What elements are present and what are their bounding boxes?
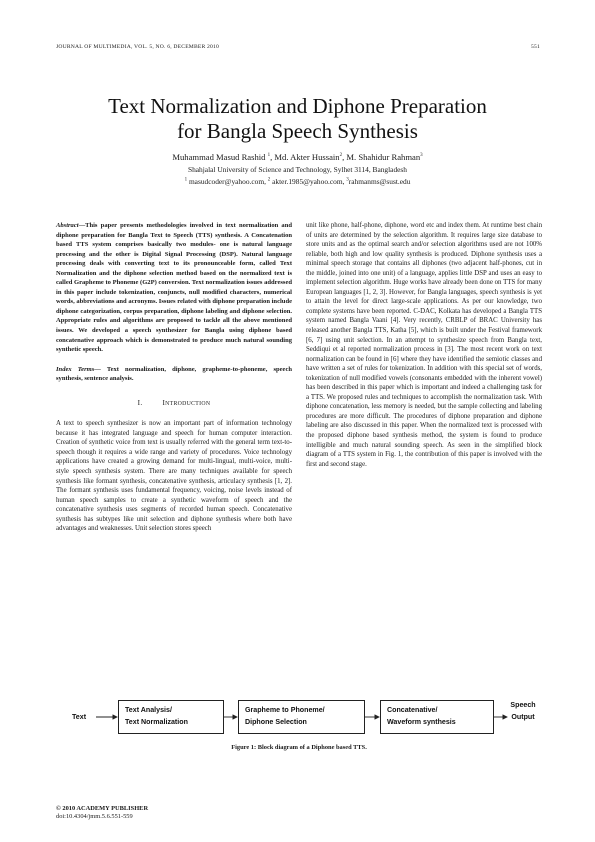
author-2: Md. Akter Hussain — [274, 152, 340, 162]
index-terms — [56, 365, 292, 384]
title-line-1: Text Normalization and Diphone Preparation — [108, 94, 487, 118]
text-normalization-block — [118, 700, 224, 734]
intro-paragraph-left: A text to speech synthesizer is now an important part of information technology because it has integrated language and speech for human computer interaction. Creation of synthetic voice from text is usually referred with the general term text-to-speech though it requires a wide range and variety of procedures. Voice technology applications have created a growing demand for multi-lingual, multi-voice, multi-style speech synthesis system. There are many techniques available for speech synthesis like formant synthesis, concatenative synthesis, articulacy synthesis [1, 2]. The formant synthesis uses fundamental frequency, voicing, noise levels instead of human speech samples to create a synthetic waveform of speech and the concatenative synthesis uses segments of recorded human speech. Concatenative synthesis has subtypes like unit selection and diphone synthesis where both have advantages and weaknesses. Unit selection stores speech — [56, 420, 292, 533]
block-2-line-2: Diphone Selection — [245, 718, 307, 726]
journal-header: JOURNAL OF MULTIMEDIA, VOL. 5, NO. 6, DECEMBER 2010 — [56, 44, 220, 50]
section-number: I. — [137, 398, 143, 407]
section-title-initial: I — [162, 398, 166, 407]
block-3-line-2: Waveform synthesis — [387, 718, 456, 726]
title-line-2: for Bangla Speech Synthesis — [177, 119, 418, 143]
intro-paragraph-right: unit like phone, half-phone, diphone, word etc and index them. At runtime best chain of units are determined by the selection algorithm. It requires large size database to store units and as the optimal search and/or selection algorithms used are not 100% reliable, both high and low quality synthesis is produced. Diphone synthesis uses a minimal speech storage that contains all diphones (two adjacent half-phones, cut in the middle, joined into one unit) of a language, applies little DSP and uses an easy to implement selection algorithm. Huge works have already been done on TTS for many European languages [1, 2, 3]. However, for Bangla languages, speech synthesis is yet to attain the level for direct large-scale applications. As per our knowledge, two complete systems have been reported. C-DAC, Kolkata has developed a Bangla TTS system named Bangla Vaani [4]. Very recently, CRBLP of BRAC University has released another Bangla TTS, Katha [5], which is built under the Festival framework [6, 7] using unit selection. In an attempt to synthesize speech from Bangla text, Seddiqui et al reported normalization process in [3]. The most recent work on text normalization can be found in [6] where they have identified the semiotic classes and have written a set of rules for tokenization. In addition with this special set of words, tokenization of null modified vowels (consonants embedded with the inherent vowel) has been described in this paper which is important and indeed a challenging task for a TTS. We proposed rules and techniques to accomplish the normalization task. With diphone concatenation, less memory is needed, but the sample collecting and labeling procedures are more difficult. The procedures of diphone preparation and diphone labeling are also discussed in this paper. When the normalized text is processed with the proposed diphone based synthesis method, the system is found to produce intelligible and much natural sounding speech. As seen in the simplified block diagram of a TTS system in Fig. 1, the contribution of this paper is involved with the first and second stage. — [306, 222, 542, 468]
abstract — [56, 221, 292, 355]
block-3-line-1: Concatenative/ — [387, 706, 438, 714]
page-number: 551 — [531, 44, 540, 50]
block-2-line-1: Grapheme to Phoneme/ — [245, 706, 325, 714]
running-head — [56, 44, 540, 54]
doi: doi:10.4304/jmm.5.6.551-559 — [56, 813, 133, 820]
author-emails: $^1$ masudcoder@yahoo.com, $^2$ akter.1985@yahoo.com, $^3$rahmanms@sust.edu — [184, 177, 411, 186]
right-column — [306, 221, 542, 469]
block-diagram — [56, 686, 542, 746]
output-line-1: Speech — [510, 701, 536, 709]
block-1-line-1: Text Analysis/ — [125, 706, 172, 714]
copyright-notice: © 2010 ACADEMY PUBLISHER — [56, 805, 149, 812]
email-3: rahmanms@sust.edu — [348, 177, 411, 186]
email-1-marker: 1 — [184, 177, 188, 183]
author-1-marker: 1 — [267, 153, 271, 159]
figure-caption: Figure 1: Block diagram of a Diphone based TTS. — [231, 744, 367, 751]
affiliation: Shahjalal University of Science and Technology, Sylhet 3114, Bangladesh — [187, 165, 408, 174]
email-3-marker: 3 — [346, 177, 349, 183]
email-2: akter.1985@yahoo.com — [272, 177, 343, 186]
left-column — [56, 221, 292, 534]
diphone-selection-block — [238, 700, 365, 734]
abstract-label: Abstract — [56, 222, 79, 229]
email-1: masudcoder@yahoo.com — [188, 177, 265, 186]
author-1: Muhammad Masud Rashid — [172, 152, 266, 162]
output-line-2: Output — [511, 713, 535, 721]
waveform-synthesis-block — [380, 700, 494, 734]
author-2-marker: 2 — [339, 153, 343, 159]
abstract-text: —This paper presents methodologies involved in text normalization and diphone preparation for Bangla Text to Speech (TTS) synthesis. A Concatenation based TTS system comprises basically two modules- one is natural language processing and the other is Digital Signal Processing (DSP). Natural language processing deals with converting text to its pronounceable form, called Text Normalization and the diphone selection method based on the normalized text is called Grapheme to Phoneme (G2P) conversion. Text normalization issues addressed in this paper include tokenization, conjuncts, null modified characters, numerical words, abbreviations and acronyms. Issues related with diphone preparation include diphone categorization, corpus preparation, diphone labeling and diphone selection. Appropriate rules and algorithms are proposed to tackle all the above mentioned issues. We developed a speech synthesizer for Bangla using diphone based concatenative approach which is demonstrated to produce much natural sounding synthetic speech. — [56, 222, 292, 354]
author-3-marker: 3 — [420, 153, 423, 159]
diagram-input-label: Text — [72, 713, 87, 721]
section-heading — [56, 399, 292, 410]
author-3: M. Shahidur Rahman — [346, 152, 421, 162]
diagram-output-label — [505, 699, 541, 723]
section-title-rest: NTRODUCTION — [165, 400, 211, 407]
block-1-line-2: Text Normalization — [125, 718, 188, 726]
index-terms-label: Index Terms — [56, 365, 95, 373]
email-2-marker: 2 — [267, 177, 271, 183]
author-list: Muhammad Masud Rashid $^1$, Md. Akter Hussain$^2$, M. Shahidur Rahman$^3$ — [172, 152, 423, 162]
index-terms-text: — Text normalization, diphone, grapheme-to-phoneme, speech synthesis, sentence analysis. — [56, 365, 292, 383]
paper-title — [40, 94, 555, 144]
page-footer — [56, 805, 148, 821]
